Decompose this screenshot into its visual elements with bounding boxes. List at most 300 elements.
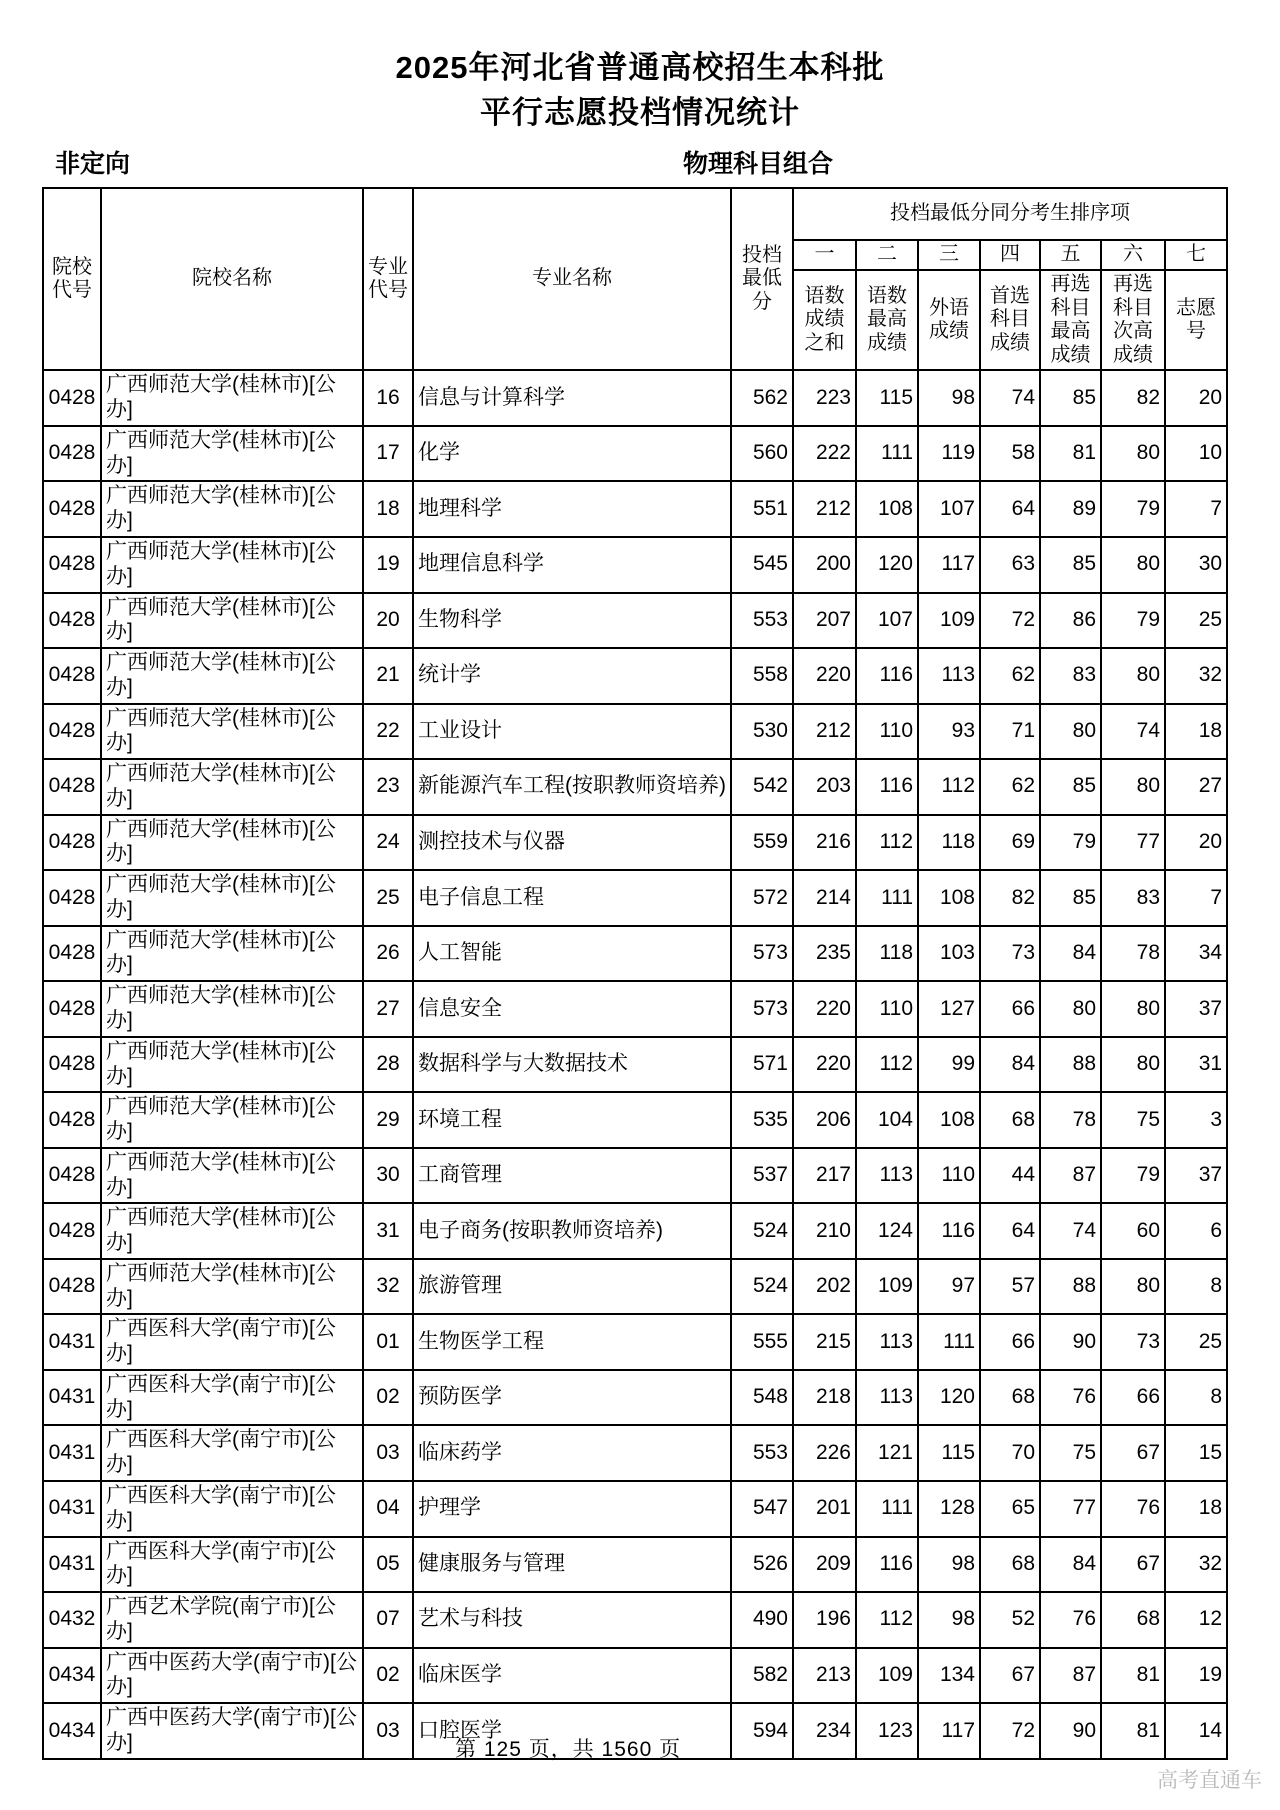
cell-sort-1: 234 [793,1703,856,1759]
cell-college-name: 广西师范大学(桂林市)[公办] [101,481,363,537]
cell-sort-2: 120 [856,537,918,593]
cell-sort-3: 119 [918,426,980,482]
cell-sort-2: 121 [856,1425,918,1481]
cell-min-score: 558 [731,648,793,704]
cell-sort-2: 109 [856,1259,918,1315]
cell-college-name: 广西师范大学(桂林市)[公办] [101,759,363,815]
cell-sort-2: 110 [856,704,918,760]
cell-min-score: 524 [731,1203,793,1259]
cell-college-code: 0431 [43,1314,101,1370]
table-row [43,1425,1227,1481]
cell-college-code: 0428 [43,926,101,982]
cell-college-name: 广西师范大学(桂林市)[公办] [101,870,363,926]
cell-sort-2: 110 [856,981,918,1037]
cell-sort-1: 223 [793,370,856,426]
cell-sort-6: 80 [1101,648,1165,704]
cell-major-name: 工业设计 [413,704,731,760]
cell-sort-2: 109 [856,1648,918,1704]
cell-min-score: 524 [731,1259,793,1315]
cell-sort-1: 201 [793,1481,856,1537]
watermark-text: 高考直通车 [1157,1769,1262,1792]
cell-min-score: 553 [731,1425,793,1481]
cell-college-name: 广西中医药大学(南宁市)[公办] [101,1648,363,1704]
cell-sort-6: 79 [1101,1148,1165,1204]
table-row [43,981,1227,1037]
cell-college-code: 0428 [43,870,101,926]
cell-min-score: 571 [731,1037,793,1093]
cell-min-score: 537 [731,1148,793,1204]
cell-sort-6: 80 [1101,426,1165,482]
header-sort-num-4: 四 [980,240,1040,270]
cell-sort-3: 111 [918,1314,980,1370]
cell-college-name: 广西师范大学(桂林市)[公办] [101,1092,363,1148]
cell-college-code: 0428 [43,1203,101,1259]
cell-college-name: 广西师范大学(桂林市)[公办] [101,370,363,426]
cell-sort-4: 64 [980,481,1040,537]
cell-college-code: 0431 [43,1425,101,1481]
cell-college-name: 广西中医药大学(南宁市)[公办] [101,1703,363,1759]
cell-sort-3: 108 [918,870,980,926]
cell-college-code: 0431 [43,1481,101,1537]
cell-sort-7: 18 [1165,1481,1227,1537]
cell-sort-6: 80 [1101,1259,1165,1315]
cell-college-code: 0428 [43,648,101,704]
cell-major-name: 旅游管理 [413,1259,731,1315]
cell-sort-1: 220 [793,648,856,704]
cell-sort-7: 32 [1165,1537,1227,1593]
cell-sort-6: 68 [1101,1592,1165,1648]
cell-sort-2: 111 [856,870,918,926]
cell-sort-5: 86 [1040,593,1101,649]
cell-sort-7: 12 [1165,1592,1227,1648]
cell-sort-4: 82 [980,870,1040,926]
cell-major-name: 新能源汽车工程(按职教师资培养) [413,759,731,815]
cell-major-code: 17 [363,426,413,482]
cell-sort-6: 67 [1101,1537,1165,1593]
cell-college-code: 0428 [43,815,101,871]
cell-college-name: 广西师范大学(桂林市)[公办] [101,815,363,871]
header-sort-num-2: 二 [856,240,918,270]
cell-sort-4: 58 [980,426,1040,482]
cell-sort-4: 72 [980,1703,1040,1759]
cell-sort-6: 80 [1101,981,1165,1037]
cell-sort-5: 87 [1040,1648,1101,1704]
cell-sort-3: 113 [918,648,980,704]
cell-sort-7: 3 [1165,1092,1227,1148]
cell-college-code: 0428 [43,981,101,1037]
cell-major-code: 07 [363,1592,413,1648]
cell-major-name: 信息与计算科学 [413,370,731,426]
cell-major-code: 32 [363,1259,413,1315]
cell-college-name: 广西医科大学(南宁市)[公办] [101,1537,363,1593]
cell-sort-2: 108 [856,481,918,537]
cell-sort-7: 7 [1165,481,1227,537]
cell-major-code: 18 [363,481,413,537]
cell-college-code: 0434 [43,1703,101,1759]
table-row [43,1370,1227,1426]
cell-sort-4: 72 [980,593,1040,649]
cell-sort-7: 27 [1165,759,1227,815]
cell-major-name: 测控技术与仪器 [413,815,731,871]
cell-min-score: 572 [731,870,793,926]
cell-sort-7: 30 [1165,537,1227,593]
cell-sort-7: 20 [1165,370,1227,426]
cell-major-name: 口腔医学 [413,1703,731,1759]
table-row [43,1092,1227,1148]
table-row [43,815,1227,871]
cell-major-name: 地理科学 [413,481,731,537]
cell-major-code: 26 [363,926,413,982]
cell-college-code: 0428 [43,1092,101,1148]
cell-college-name: 广西医科大学(南宁市)[公办] [101,1481,363,1537]
cell-sort-4: 84 [980,1037,1040,1093]
header-sort-label-4: 首选科目成绩 [980,270,1040,370]
cell-college-code: 0431 [43,1537,101,1593]
cell-sort-1: 206 [793,1092,856,1148]
table-row [43,704,1227,760]
cell-sort-3: 118 [918,815,980,871]
cell-min-score: 547 [731,1481,793,1537]
cell-sort-7: 6 [1165,1203,1227,1259]
cell-sort-5: 76 [1040,1370,1101,1426]
cell-sort-4: 52 [980,1592,1040,1648]
cell-sort-4: 66 [980,1314,1040,1370]
cell-sort-1: 214 [793,870,856,926]
cell-sort-6: 77 [1101,815,1165,871]
cell-sort-2: 116 [856,1537,918,1593]
cell-major-code: 01 [363,1314,413,1370]
cell-college-code: 0428 [43,481,101,537]
table-row [43,1148,1227,1204]
cell-sort-1: 215 [793,1314,856,1370]
cell-sort-3: 98 [918,1537,980,1593]
header-sort-label-1: 语数成绩之和 [793,270,856,370]
cell-major-name: 生物医学工程 [413,1314,731,1370]
table-row [43,426,1227,482]
cell-college-name: 广西师范大学(桂林市)[公办] [101,926,363,982]
cell-college-code: 0434 [43,1648,101,1704]
cell-sort-4: 57 [980,1259,1040,1315]
title-line-2: 平行志愿投档情况统计 [480,94,800,130]
cell-major-code: 03 [363,1703,413,1759]
cell-min-score: 555 [731,1314,793,1370]
cell-sort-3: 115 [918,1425,980,1481]
cell-min-score: 545 [731,537,793,593]
cell-college-code: 0428 [43,426,101,482]
cell-sort-3: 120 [918,1370,980,1426]
cell-major-name: 健康服务与管理 [413,1537,731,1593]
header-college-code: 院校代号 [43,188,101,370]
cell-sort-1: 210 [793,1203,856,1259]
cell-sort-6: 76 [1101,1481,1165,1537]
cell-college-name: 广西师范大学(桂林市)[公办] [101,426,363,482]
cell-sort-3: 109 [918,593,980,649]
table-row [43,370,1227,426]
cell-sort-7: 10 [1165,426,1227,482]
cell-sort-3: 134 [918,1648,980,1704]
cell-major-name: 数据科学与大数据技术 [413,1037,731,1093]
cell-major-code: 29 [363,1092,413,1148]
cell-sort-6: 73 [1101,1314,1165,1370]
cell-college-name: 广西师范大学(桂林市)[公办] [101,593,363,649]
cell-sort-5: 87 [1040,1148,1101,1204]
cell-major-code: 16 [363,370,413,426]
cell-min-score: 535 [731,1092,793,1148]
cell-major-code: 02 [363,1648,413,1704]
cell-sort-2: 111 [856,1481,918,1537]
cell-sort-6: 79 [1101,593,1165,649]
cell-major-name: 环境工程 [413,1092,731,1148]
cell-major-code: 20 [363,593,413,649]
cell-sort-7: 25 [1165,1314,1227,1370]
cell-college-name: 广西艺术学院(南宁市)[公办] [101,1592,363,1648]
page-title [0,46,1280,136]
cell-college-code: 0428 [43,593,101,649]
page-number-info: 第 125 页，共 1560 页 [455,1738,682,1761]
cell-sort-7: 37 [1165,981,1227,1037]
cell-min-score: 490 [731,1592,793,1648]
cell-sort-7: 20 [1165,815,1227,871]
cell-sort-7: 31 [1165,1037,1227,1093]
cell-sort-4: 62 [980,648,1040,704]
header-sort-num-7: 七 [1165,240,1227,270]
table-row [43,1259,1227,1315]
cell-sort-2: 118 [856,926,918,982]
cell-sort-5: 75 [1040,1425,1101,1481]
cell-min-score: 530 [731,704,793,760]
cell-major-name: 生物科学 [413,593,731,649]
cell-sort-6: 78 [1101,926,1165,982]
cell-college-name: 广西医科大学(南宁市)[公办] [101,1425,363,1481]
table-row [43,481,1227,537]
cell-sort-5: 77 [1040,1481,1101,1537]
header-sort-label-7: 志愿号 [1165,270,1227,370]
cell-sort-2: 112 [856,1037,918,1093]
cell-sort-5: 88 [1040,1037,1101,1093]
cell-college-name: 广西师范大学(桂林市)[公办] [101,981,363,1037]
table-row [43,759,1227,815]
cell-college-code: 0428 [43,1259,101,1315]
cell-major-name: 化学 [413,426,731,482]
cell-college-code: 0428 [43,1148,101,1204]
cell-college-name: 广西师范大学(桂林市)[公办] [101,704,363,760]
cell-sort-4: 44 [980,1148,1040,1204]
cell-major-code: 22 [363,704,413,760]
cell-sort-6: 74 [1101,704,1165,760]
cell-sort-1: 220 [793,1037,856,1093]
header-sort-num-5: 五 [1040,240,1101,270]
cell-college-name: 广西师范大学(桂林市)[公办] [101,648,363,704]
cell-sort-2: 104 [856,1092,918,1148]
cell-sort-7: 34 [1165,926,1227,982]
cell-major-name: 临床医学 [413,1648,731,1704]
cell-min-score: 560 [731,426,793,482]
cell-sort-2: 112 [856,815,918,871]
cell-major-name: 电子信息工程 [413,870,731,926]
cell-sort-6: 66 [1101,1370,1165,1426]
cell-sort-1: 218 [793,1370,856,1426]
cell-sort-7: 25 [1165,593,1227,649]
cell-sort-7: 7 [1165,870,1227,926]
cell-sort-5: 85 [1040,759,1101,815]
cell-college-name: 广西师范大学(桂林市)[公办] [101,537,363,593]
cell-sort-5: 90 [1040,1314,1101,1370]
cell-sort-3: 117 [918,1703,980,1759]
cell-major-code: 19 [363,537,413,593]
cell-sort-6: 60 [1101,1203,1165,1259]
cell-sort-1: 196 [793,1592,856,1648]
cell-sort-5: 84 [1040,1537,1101,1593]
admission-statistics-table [42,187,1228,1760]
cell-sort-4: 63 [980,537,1040,593]
cell-sort-7: 37 [1165,1148,1227,1204]
cell-sort-1: 217 [793,1148,856,1204]
cell-sort-5: 85 [1040,537,1101,593]
cell-sort-4: 68 [980,1370,1040,1426]
cell-sort-6: 75 [1101,1092,1165,1148]
cell-sort-6: 83 [1101,870,1165,926]
cell-college-code: 0428 [43,759,101,815]
cell-college-code: 0428 [43,1037,101,1093]
cell-sort-3: 108 [918,1092,980,1148]
cell-sort-3: 112 [918,759,980,815]
cell-sort-1: 200 [793,537,856,593]
cell-sort-7: 15 [1165,1425,1227,1481]
cell-min-score: 582 [731,1648,793,1704]
cell-sort-1: 235 [793,926,856,982]
cell-sort-6: 80 [1101,759,1165,815]
cell-min-score: 542 [731,759,793,815]
cell-college-name: 广西师范大学(桂林市)[公办] [101,1259,363,1315]
cell-college-code: 0428 [43,704,101,760]
cell-sort-7: 18 [1165,704,1227,760]
cell-sort-2: 124 [856,1203,918,1259]
cell-sort-4: 67 [980,1648,1040,1704]
table-body [43,370,1227,1758]
cell-sort-1: 220 [793,981,856,1037]
cell-college-name: 广西医科大学(南宁市)[公办] [101,1370,363,1426]
cell-sort-1: 213 [793,1648,856,1704]
cell-sort-2: 116 [856,759,918,815]
cell-major-code: 25 [363,870,413,926]
cell-min-score: 562 [731,370,793,426]
cell-college-code: 0428 [43,537,101,593]
cell-major-code: 27 [363,981,413,1037]
header-sort-label-3: 外语成绩 [918,270,980,370]
cell-sort-6: 81 [1101,1648,1165,1704]
header-min-score: 投档最低分 [731,188,793,370]
cell-sort-2: 116 [856,648,918,704]
cell-college-code: 0431 [43,1370,101,1426]
cell-college-code: 0428 [43,370,101,426]
cell-major-name: 电子商务(按职教师资培养) [413,1203,731,1259]
cell-sort-3: 107 [918,481,980,537]
cell-sort-3: 116 [918,1203,980,1259]
cell-major-code: 02 [363,1370,413,1426]
table-row [43,1314,1227,1370]
cell-sort-3: 127 [918,981,980,1037]
cell-major-name: 统计学 [413,648,731,704]
table-row [43,537,1227,593]
cell-major-name: 工商管理 [413,1148,731,1204]
cell-sort-3: 117 [918,537,980,593]
cell-sort-3: 93 [918,704,980,760]
table-row [43,926,1227,982]
cell-sort-7: 14 [1165,1703,1227,1759]
cell-min-score: 551 [731,481,793,537]
cell-sort-2: 111 [856,426,918,482]
header-sort-label-6: 再选科目次高成绩 [1101,270,1165,370]
cell-major-name: 地理信息科学 [413,537,731,593]
cell-college-name: 广西医科大学(南宁市)[公办] [101,1314,363,1370]
section-labels [0,144,1280,182]
table-row [43,870,1227,926]
cell-sort-4: 71 [980,704,1040,760]
cell-sort-7: 19 [1165,1648,1227,1704]
cell-sort-1: 203 [793,759,856,815]
cell-sort-5: 79 [1040,815,1101,871]
cell-major-code: 31 [363,1203,413,1259]
cell-major-name: 护理学 [413,1481,731,1537]
cell-major-code: 24 [363,815,413,871]
header-major-name: 专业名称 [413,188,731,370]
cell-sort-4: 66 [980,981,1040,1037]
header-sort-label-5: 再选科目最高成绩 [1040,270,1101,370]
cell-major-code: 28 [363,1037,413,1093]
cell-sort-3: 110 [918,1148,980,1204]
cell-sort-5: 80 [1040,981,1101,1037]
cell-sort-3: 98 [918,370,980,426]
cell-sort-6: 82 [1101,370,1165,426]
cell-major-name: 艺术与科技 [413,1592,731,1648]
cell-sort-3: 128 [918,1481,980,1537]
table-row [43,1037,1227,1093]
cell-sort-1: 202 [793,1259,856,1315]
cell-major-code: 05 [363,1537,413,1593]
table-row [43,1648,1227,1704]
header-sort-num-6: 六 [1101,240,1165,270]
cell-sort-4: 73 [980,926,1040,982]
cell-sort-4: 68 [980,1092,1040,1148]
cell-min-score: 548 [731,1370,793,1426]
header-sort-num-3: 三 [918,240,980,270]
table-row [43,593,1227,649]
cell-sort-5: 88 [1040,1259,1101,1315]
cell-sort-5: 76 [1040,1592,1101,1648]
title-line-1: 2025年河北省普通高校招生本科批 [395,50,885,85]
cell-sort-3: 98 [918,1592,980,1648]
cell-major-code: 03 [363,1425,413,1481]
cell-sort-4: 68 [980,1537,1040,1593]
cell-sort-6: 79 [1101,481,1165,537]
table-row [43,1537,1227,1593]
cell-sort-5: 84 [1040,926,1101,982]
table-row [43,1203,1227,1259]
cell-major-name: 人工智能 [413,926,731,982]
cell-sort-5: 78 [1040,1092,1101,1148]
cell-sort-1: 226 [793,1425,856,1481]
cell-college-name: 广西师范大学(桂林市)[公办] [101,1148,363,1204]
cell-sort-1: 222 [793,426,856,482]
cell-major-name: 预防医学 [413,1370,731,1426]
cell-sort-2: 112 [856,1592,918,1648]
cell-major-code: 23 [363,759,413,815]
cell-sort-5: 83 [1040,648,1101,704]
cell-sort-7: 8 [1165,1370,1227,1426]
cell-sort-4: 69 [980,815,1040,871]
cell-sort-1: 207 [793,593,856,649]
header-row-group [43,188,1227,240]
